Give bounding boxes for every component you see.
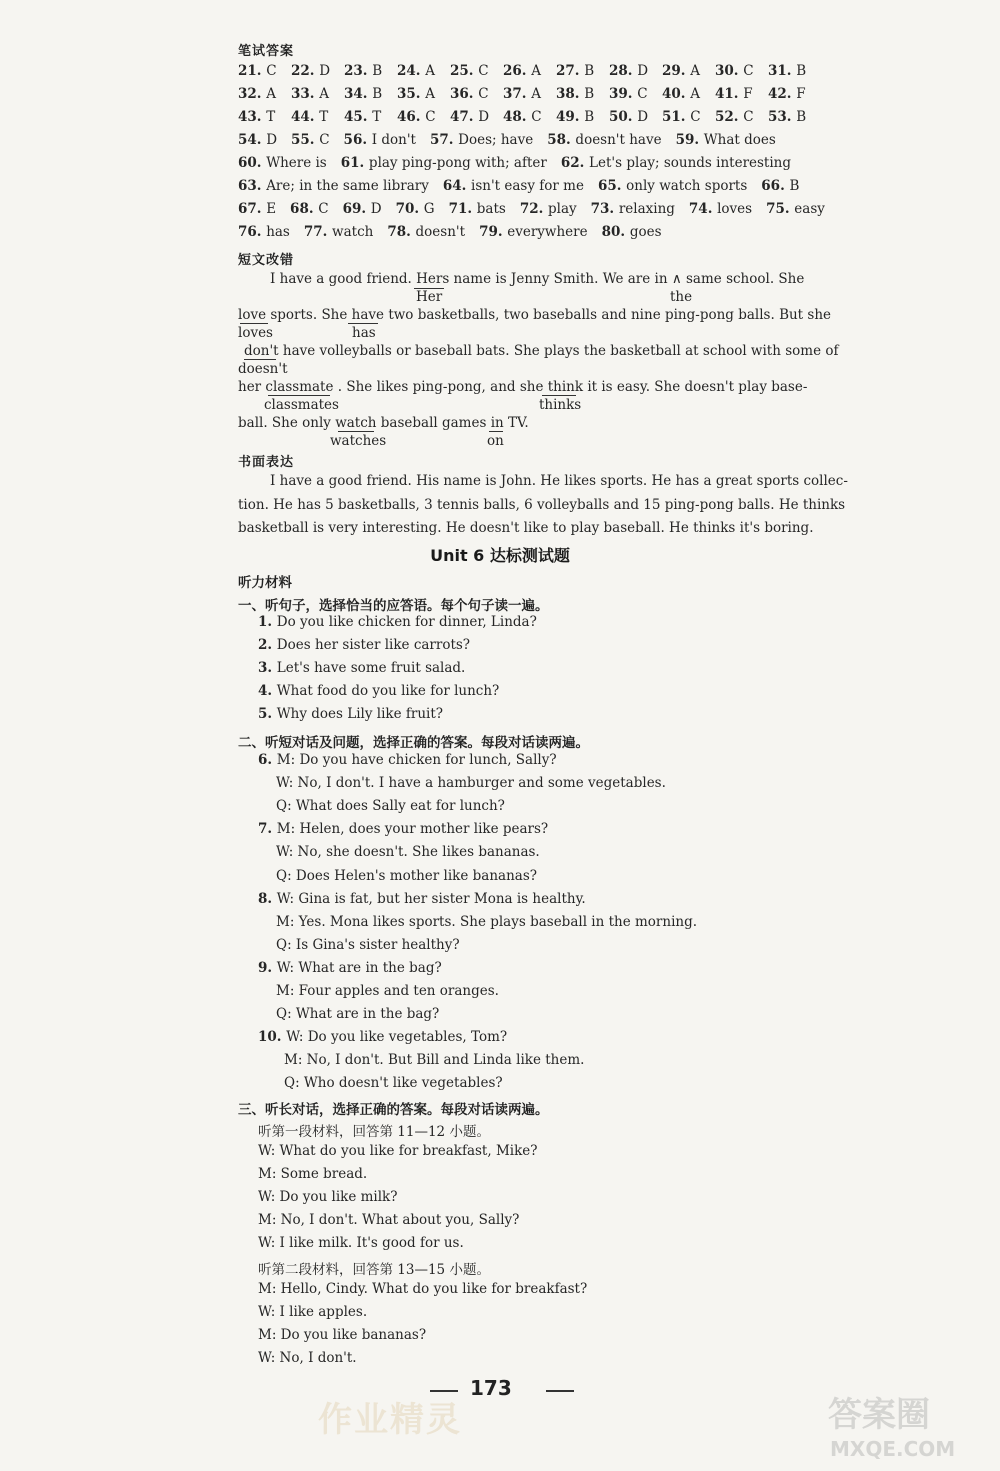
answer-item: 75. easy [766,201,825,217]
fix-thinks: thinks [539,397,582,413]
dialogue-line: Q: What does Sally eat for lunch? [276,798,505,815]
dialogue-line: M: No, I don't. What about you, Sally? [258,1212,520,1228]
listening-item: 1. Do you like chicken for dinner, Linda? [258,614,537,630]
answer-item: 80. goes [601,224,662,240]
underline-have [348,323,378,324]
answer-item: 73. relaxing [590,201,675,217]
answer-item: 54. D [238,132,278,148]
answer-item: 69. D [342,201,382,217]
listening-item: 3. Let's have some fruit salad. [258,660,466,676]
answer-item: 39. C [609,86,648,102]
answer-item: 31. B [768,63,807,79]
answer-item: 78. doesn't [387,224,466,240]
dialogue-line: 10. W: Do you like vegetables, Tom? [258,1029,508,1046]
answer-item: 50. D [609,109,649,125]
answer-item: 25. C [450,63,489,79]
correction-line-3: don't have volleyballs or baseball bats. She plays the basketball at school with some of [244,343,839,359]
dialogue-line: 9. W: What are in the bag? [258,959,442,976]
answer-item: 67. E [238,201,277,217]
answer-row [238,109,821,125]
answer-item: 57. Does; have [429,132,534,148]
answer-item: 23. B [344,63,383,79]
answer-item: 47. D [450,109,490,125]
answer-item: 49. B [556,109,595,125]
dialogue-line: M: Four apples and ten oranges. [276,983,499,999]
answer-item: 60. Where is [238,155,327,171]
answer-item: 26. A [503,63,541,79]
site-watermark-logo [820,1388,970,1463]
answer-item: 33. A [291,86,329,102]
underline-love [240,323,268,324]
fix-on: on [487,433,504,449]
svg-text:MXQE.COM: MXQE.COM [830,1437,956,1461]
dialogue-line: M: Hello, Cindy. What do you like for breakfast? [258,1281,588,1297]
answer-item: 55. C [291,132,330,148]
written-answers-heading: 笔试答案 [238,44,295,59]
dialogue-line: 听第二段材料，回答第 13—15 小题。 [258,1262,490,1278]
dialogue-line: W: Do you like milk? [258,1189,398,1205]
answer-row [238,132,790,148]
dialogue-line: W: No, I don't. I have a hamburger and some vegetables. [276,775,666,792]
dialogue-line: W: I like apples. [258,1304,368,1320]
answer-item: 43. T [238,109,276,125]
answer-item: 70. G [395,201,435,217]
correction-line-1: I have a good friend. Hers name is Jenny Smith. We are in ∧ same school. She [270,271,805,287]
part1-title: 一、听句子，选择恰当的应答语。每个句子读一遍。 [238,598,549,614]
answer-item: 21. C [238,63,277,79]
fix-watches: watches [330,433,387,449]
page-dash-right [546,1390,574,1392]
dialogue-line: Q: Does Helen's mother like bananas? [276,867,537,884]
fix-has: has [352,325,376,341]
answer-item: 68. C [290,201,329,217]
listening-item: 5. Why does Lily like fruit? [258,706,444,722]
listening-item: 4. What food do you like for lunch? [258,683,500,699]
stamp-watermark: 作业精灵 [318,1400,462,1440]
correction-line-4: her classmate . She likes ping-pong, and she think it is easy. She doesn't play base- [238,379,808,395]
listening-item: 2. Does her sister like carrots? [258,637,471,653]
answer-item: 58. doesn't have [547,132,662,148]
fix-her: Her [416,289,443,305]
answer-item: 62. Let's play; sounds interesting [560,155,792,171]
answer-item: 38. B [556,86,595,102]
answer-item: 52. C [715,109,754,125]
answer-item: 29. A [662,63,700,79]
correction-line-2: love sports. She have two basketballs, two baseballs and nine ping-pong balls. But she [238,307,832,323]
answer-item: 56. I don't [343,132,416,148]
fix-doesnt: doesn't [238,361,288,377]
answer-row [238,201,839,217]
dialogue-line: 听第一段材料，回答第 11—12 小题。 [258,1124,490,1140]
answer-item: 28. D [609,63,649,79]
answer-item: 32. A [238,86,276,102]
answer-item: 51. C [662,109,701,125]
answer-row [238,63,821,79]
writing-heading: 书面表达 [238,455,295,470]
dialogue-line: Q: What are in the bag? [276,1006,440,1023]
answer-item: 22. D [291,63,331,79]
writing-line-1: I have a good friend. His name is John. He likes sports. He has a great sports collec- [270,473,848,489]
answer-item: 35. A [397,86,435,102]
dialogue-line: M: Some bread. [258,1166,368,1182]
part3-title: 三、听长对话，选择正确的答案。每段对话读两遍。 [238,1102,549,1118]
writing-line-3: basketball is very interesting. He doesn't like to play baseball. He thinks it's boring. [238,520,814,536]
fix-the: the [670,289,693,305]
correction-line-5: ball. She only watch baseball games in TV. [238,415,529,431]
error-correction-heading: 短文改错 [238,253,295,268]
dialogue-line: W: What do you like for breakfast, Mike? [258,1143,538,1159]
part2-title: 二、听短对话及问题，选择正确的答案。每段对话读两遍。 [238,735,589,751]
answer-item: 77. watch [303,224,374,240]
listening-heading: 听力材料 [238,575,292,591]
answer-item: 37. A [503,86,541,102]
answer-item: 45. T [344,109,382,125]
answer-item: 61. play ping-pong with; after [340,155,547,171]
dialogue-line: M: Do you like bananas? [258,1327,427,1343]
answer-row [238,224,676,240]
underline-in [489,431,503,432]
dialogue-line: 6. M: Do you have chicken for lunch, Sally? [258,752,557,768]
answer-item: 48. C [503,109,542,125]
dialogue-line: 7. M: Helen, does your mother like pears? [258,821,549,838]
answer-row [238,155,805,171]
answer-item: 76. has [238,224,290,240]
answer-item: 72. play [519,201,577,217]
dialogue-line: W: I like milk. It's good for us. [258,1235,464,1251]
answer-item: 36. C [450,86,489,102]
writing-line-2: tion. He has 5 basketballs, 3 tennis balls, 6 volleyballs and 15 ping-pong balls. He thinks [238,497,846,513]
fix-loves: loves [238,325,273,341]
dialogue-line: M: No, I don't. But Bill and Linda like them. [284,1052,585,1069]
answer-item: 24. A [397,63,435,79]
dialogue-line: M: Yes. Mona likes sports. She plays baseball in the morning. [276,913,698,930]
answer-item: 66. B [761,178,800,194]
answer-item: 27. B [556,63,595,79]
answer-item: 40. A [662,86,700,102]
svg-text:答案圈: 答案圈 [828,1395,930,1435]
answer-item: 44. T [291,109,329,125]
answer-item: 42. F [768,86,806,102]
answer-item: 74. loves [688,201,753,217]
dialogue-line: W: No, she doesn't. She likes bananas. [276,844,540,861]
answer-item: 53. B [768,109,807,125]
dialogue-line: W: No, I don't. [258,1350,357,1366]
underline-watch [338,431,374,432]
underline-dont [244,359,276,360]
answer-item: 64. isn't easy for me [442,178,584,194]
answer-row [238,86,821,102]
answer-item: 30. C [715,63,754,79]
dialogue-line: Q: Who doesn't like vegetables? [284,1075,503,1092]
dialogue-line: Q: Is Gina's sister healthy? [276,936,460,953]
answer-item: 63. Are; in the same library [238,178,429,194]
unit-title: Unit 6 达标测试题 [430,546,570,565]
page-number: 173 [470,1376,512,1400]
answer-item: 46. C [397,109,436,125]
answer-item: 41. F [715,86,753,102]
answer-row [238,178,813,194]
fix-classmates: classmates [264,397,339,413]
answer-item: 34. B [344,86,383,102]
underline-think [542,395,576,396]
answer-item: 59. What does [675,132,776,148]
answer-item: 71. bats [448,201,506,217]
dialogue-line: 8. W: Gina is fat, but her sister Mona is healthy. [258,890,586,907]
answer-item: 65. only watch sports [597,178,748,194]
underline-classmate [268,395,330,396]
answer-item: 79. everywhere [479,224,588,240]
